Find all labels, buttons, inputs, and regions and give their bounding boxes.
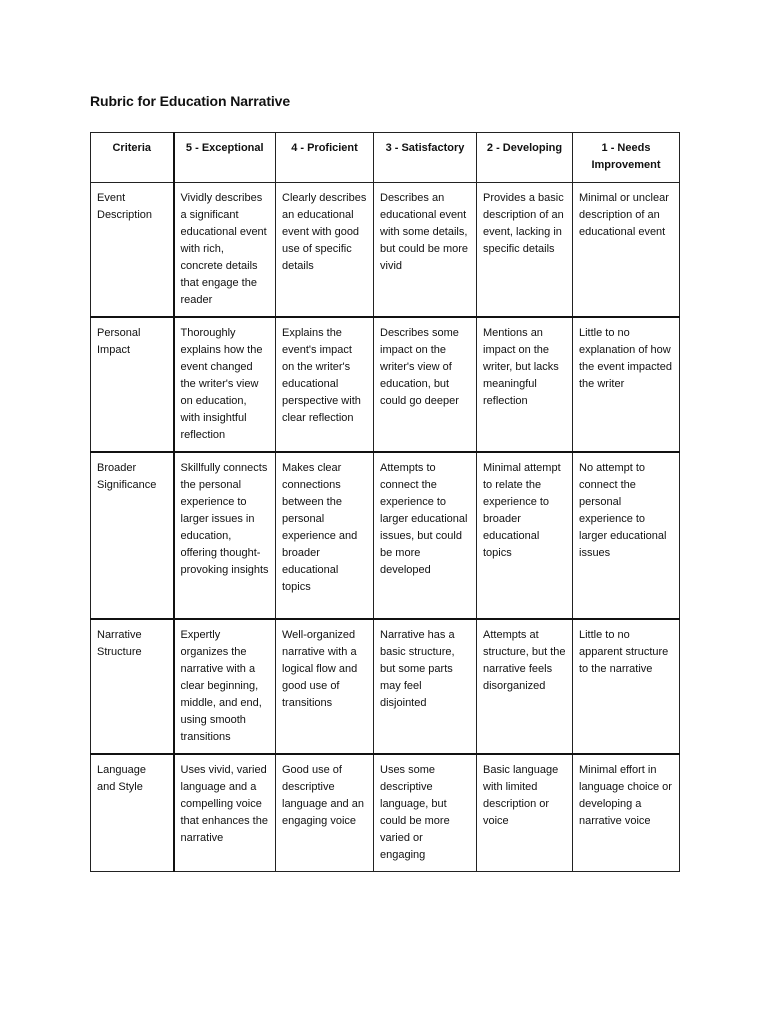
rubric-cell: Thoroughly explains how the event changed the writer's view on education, with insightful reflection	[174, 317, 276, 452]
rubric-cell: Skillfully connects the personal experience to larger issues in education, offering thought-provoking insights	[174, 452, 276, 619]
rubric-body	[91, 183, 680, 872]
criteria-cell: Personal Impact	[91, 317, 174, 452]
rubric-cell: Describes an educational event with some details, but could be more vivid	[374, 183, 477, 318]
rubric-cell: Uses some descriptive language, but could be more varied or engaging	[374, 754, 477, 872]
rubric-cell: Minimal effort in language choice or developing a narrative voice	[573, 754, 680, 872]
rubric-cell: Describes some impact on the writer's view of education, but could go deeper	[374, 317, 477, 452]
page-title: Rubric for Education Narrative	[90, 93, 291, 109]
header-needs-improvement: 1 - Needs Improvement	[573, 133, 680, 183]
header-proficient: 4 - Proficient	[276, 133, 374, 183]
header-row	[91, 133, 680, 183]
rubric-cell: Attempts at structure, but the narrative feels disorganized	[477, 619, 573, 754]
header-satisfactory: 3 - Satisfactory	[374, 133, 477, 183]
rubric-cell: Well-organized narrative with a logical flow and good use of transitions	[276, 619, 374, 754]
criteria-cell: Language and Style	[91, 754, 174, 872]
rubric-table	[90, 132, 680, 872]
rubric-cell: Uses vivid, varied language and a compelling voice that enhances the narrative	[174, 754, 276, 872]
rubric-cell: Good use of descriptive language and an engaging voice	[276, 754, 374, 872]
rubric-cell: Basic language with limited description or voice	[477, 754, 573, 872]
rubric-cell: Expertly organizes the narrative with a clear beginning, middle, and end, using smooth transitions	[174, 619, 276, 754]
rubric-cell: Provides a basic description of an event, lacking in specific details	[477, 183, 573, 318]
rubric-cell: Makes clear connections between the personal experience and broader educational topics	[276, 452, 374, 619]
criteria-cell: Event Description	[91, 183, 174, 318]
rubric-cell: Minimal or unclear description of an educational event	[573, 183, 680, 318]
rubric-cell: Explains the event's impact on the writer's educational perspective with clear reflection	[276, 317, 374, 452]
rubric-cell: Attempts to connect the experience to larger educational issues, but could be more developed	[374, 452, 477, 619]
rubric-cell: Mentions an impact on the writer, but lacks meaningful reflection	[477, 317, 573, 452]
rubric-cell: Minimal attempt to relate the experience to broader educational topics	[477, 452, 573, 619]
rubric-cell: Clearly describes an educational event with good use of specific details	[276, 183, 374, 318]
table-row	[91, 183, 680, 318]
header-criteria: Criteria	[91, 133, 174, 183]
table-row	[91, 619, 680, 754]
rubric-cell: Little to no explanation of how the event impacted the writer	[573, 317, 680, 452]
header-developing: 2 - Developing	[477, 133, 573, 183]
rubric-cell: Little to no apparent structure to the narrative	[573, 619, 680, 754]
table-row	[91, 317, 680, 452]
rubric-cell: No attempt to connect the personal experience to larger educational issues	[573, 452, 680, 619]
rubric-cell: Narrative has a basic structure, but some parts may feel disjointed	[374, 619, 477, 754]
criteria-cell: Broader Significance	[91, 452, 174, 619]
rubric-header	[91, 133, 680, 183]
criteria-cell: Narrative Structure	[91, 619, 174, 754]
table-row	[91, 452, 680, 619]
header-exceptional: 5 - Exceptional	[174, 133, 276, 183]
table-row	[91, 754, 680, 872]
rubric-cell: Vividly describes a significant educational event with rich, concrete details that engage the reader	[174, 183, 276, 318]
